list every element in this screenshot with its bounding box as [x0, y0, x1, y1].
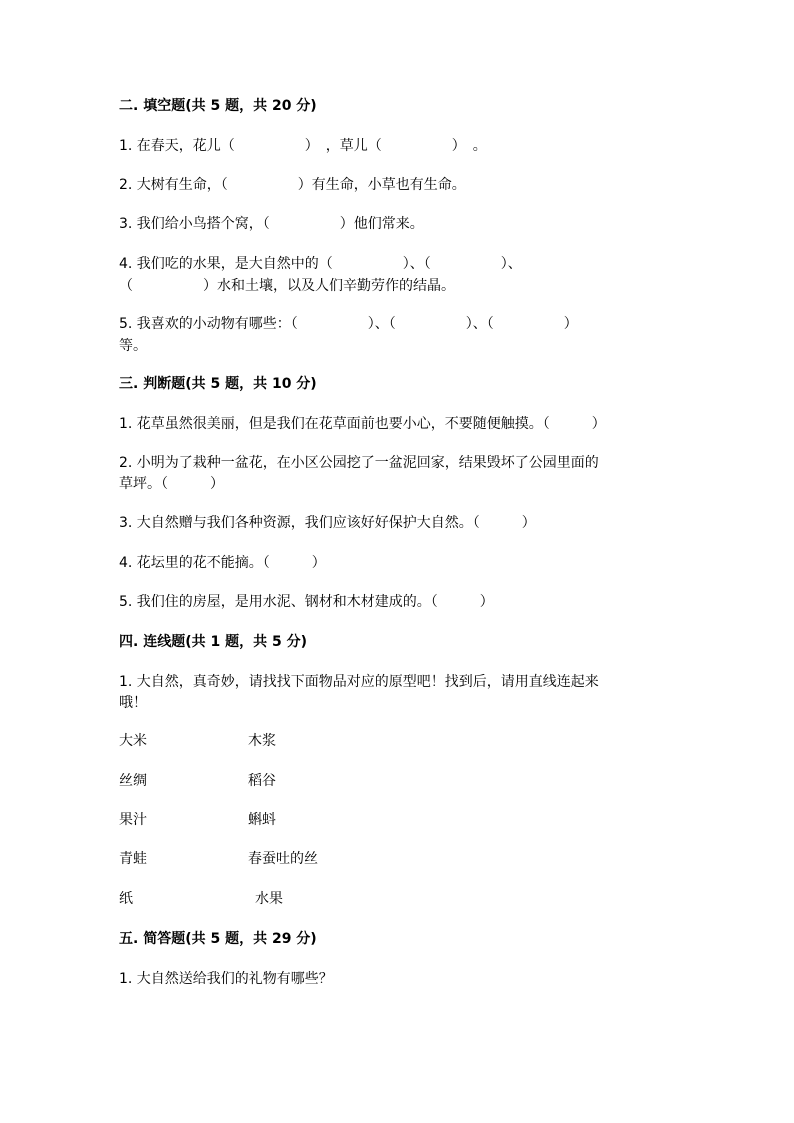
match-right-item: 春蚕吐的丝 — [248, 851, 318, 867]
fill-question-5-line-2: 等。 — [119, 338, 147, 354]
match-left-item: 果汁 — [119, 812, 147, 828]
section-heading-matching: 四. 连线题(共 1 题，共 5 分) — [119, 634, 307, 650]
judge-question-3: 3. 大自然赠与我们各种资源，我们应该好好保护大自然。（ ） — [119, 515, 536, 531]
match-right-item: 水果 — [255, 891, 283, 907]
judge-question-1: 1. 花草虽然很美丽，但是我们在花草面前也要小心，不要随便触摸。（ ） — [119, 416, 606, 432]
judge-question-2-line-2: 草坪。（ ） — [119, 476, 224, 492]
match-right-item: 木浆 — [248, 733, 276, 749]
fill-question-3: 3. 我们给小鸟搭个窝，（ ）他们常来。 — [119, 216, 424, 232]
match-right-item: 稻谷 — [248, 773, 276, 789]
match-right-item: 蝌蚪 — [248, 812, 276, 828]
fill-question-4-line-2: （ ）水和土壤，以及人们辛勤劳作的结晶。 — [119, 278, 455, 294]
match-left-item: 丝绸 — [119, 773, 147, 789]
judge-question-4: 4. 花坛里的花不能摘。（ ） — [119, 555, 326, 571]
short-question-1: 1. 大自然送给我们的礼物有哪些？ — [119, 971, 333, 987]
match-left-item: 青蛙 — [119, 851, 147, 867]
fill-question-5-line-1: 5. 我喜欢的小动物有哪些：（ ）、（ ）、（ ） — [119, 316, 578, 332]
fill-question-4-line-1: 4. 我们吃的水果，是大自然中的（ ）、（ ）、 — [119, 256, 522, 272]
match-left-item: 纸 — [119, 891, 133, 907]
judge-question-2-line-1: 2. 小明为了栽种一盆花，在小区公园挖了一盆泥回家，结果毁坏了公园里面的 — [119, 455, 599, 471]
section-heading-fill-blank: 二. 填空题(共 5 题，共 20 分) — [119, 98, 317, 114]
judge-question-5: 5. 我们住的房屋，是用水泥、钢材和木材建成的。（ ） — [119, 594, 494, 610]
match-question-1-line-2: 哦！ — [119, 695, 147, 711]
section-heading-true-false: 三. 判断题(共 5 题，共 10 分) — [119, 376, 317, 392]
fill-question-2: 2. 大树有生命，（ ）有生命，小草也有生命。 — [119, 177, 466, 193]
match-left-item: 大米 — [119, 733, 147, 749]
section-heading-short-answer: 五. 简答题(共 5 题，共 29 分) — [119, 931, 317, 947]
match-question-1-line-1: 1. 大自然，真奇妙，请找找下面物品对应的原型吧！找到后，请用直线连起来 — [119, 674, 599, 690]
fill-question-1: 1. 在春天，花儿（ ） ，草儿（ ） 。 — [119, 138, 487, 154]
